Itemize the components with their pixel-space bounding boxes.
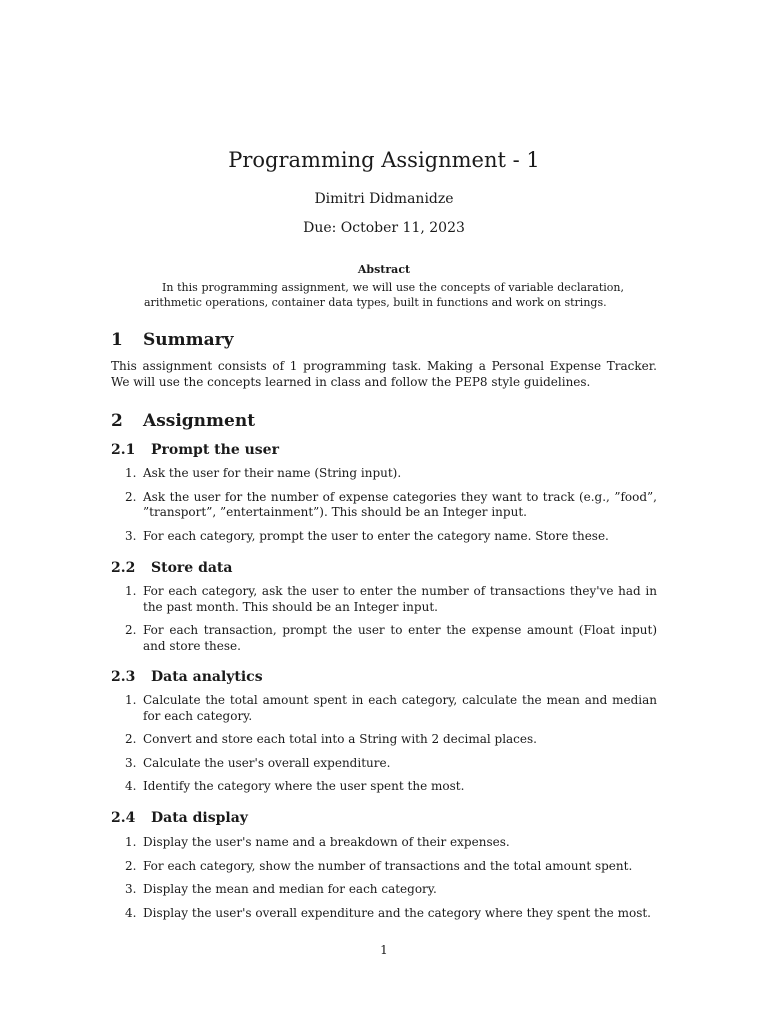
list-marker: 2. — [125, 732, 137, 746]
list-item-text: Ask the user for the number of expense categories they want to track (e.g., ”food”, ”transport”, ”entertainment”). This should be an Integer input. — [143, 489, 657, 519]
list-item — [111, 835, 657, 851]
list-marker: 4. — [125, 779, 137, 793]
subsection-number: 2.1 — [111, 442, 136, 458]
list-item-text: Display the user's name and a breakdown of their expenses. — [143, 835, 510, 849]
section-summary-heading — [111, 328, 233, 352]
list-marker: 1. — [125, 835, 137, 849]
list-item — [111, 859, 657, 875]
list-item — [111, 623, 657, 654]
list-marker: 3. — [125, 755, 137, 770]
list-marker: 1. — [125, 466, 137, 480]
list-item — [111, 584, 657, 615]
subsection-number: 2.4 — [111, 810, 136, 826]
section-title: Summary — [143, 330, 234, 350]
due-date: Due: October 11, 2023 — [303, 220, 465, 236]
abstract-text: In this programming assignment, we will use the concepts of variable declaration, arithmetic operations, container data types, built in functions and work on strings. — [144, 281, 624, 309]
list-item-text: For each category, prompt the user to enter the category name. Store these. — [143, 528, 609, 543]
list-item-text: Calculate the user's overall expenditure. — [143, 755, 391, 770]
list-item — [111, 490, 657, 521]
list-marker: 1. — [125, 584, 137, 598]
list-item-text: Ask the user for their name (String input). — [143, 466, 402, 480]
list-item-text: Convert and store each total into a String with 2 decimal places. — [143, 732, 537, 746]
section-number: 2 — [111, 411, 123, 431]
section-number: 1 — [111, 330, 123, 350]
list-marker: 3. — [125, 528, 137, 543]
store-data-list — [111, 584, 657, 662]
prompt-user-list — [111, 466, 657, 552]
list-marker: 3. — [125, 882, 137, 896]
data-display-list — [111, 835, 657, 929]
subsection-title: Prompt the user — [151, 442, 279, 458]
list-marker: 2. — [125, 623, 137, 637]
list-item — [111, 882, 657, 898]
list-item — [111, 756, 657, 772]
list-item-text: Display the mean and median for each category. — [143, 882, 437, 896]
subsection-data-display-heading — [111, 808, 248, 828]
document-title: Programming Assignment - 1 — [228, 148, 540, 172]
data-analytics-list — [111, 693, 657, 803]
list-item — [111, 466, 657, 482]
subsection-title: Store data — [151, 560, 233, 576]
subsection-title: Data display — [151, 810, 248, 826]
list-item — [111, 906, 657, 922]
subsection-title: Data analytics — [151, 669, 263, 685]
list-item-text: For each category, ask the user to enter the number of transactions they've had in the past month. This should be an Integer input. — [143, 584, 657, 614]
author-name: Dimitri Didmanidze — [314, 191, 454, 207]
list-item-text: For each category, show the number of transactions and the total amount spent. — [143, 858, 633, 873]
list-item-text: Display the user's overall expenditure and the category where they spent the most. — [143, 905, 651, 920]
section-assignment-heading — [111, 409, 255, 433]
summary-paragraph: This assignment consists of 1 programming task. Making a Personal Expense Tracker. We will use the concepts learned in class and follow the PEP8 style guidelines. — [111, 359, 657, 389]
subsection-store-data-heading — [111, 558, 232, 578]
list-item — [111, 693, 657, 724]
abstract-heading: Abstract — [357, 263, 411, 276]
subsection-number: 2.3 — [111, 669, 136, 685]
list-item — [111, 732, 657, 748]
subsection-data-analytics-heading — [111, 667, 263, 687]
page-number: 1 — [380, 943, 388, 957]
list-marker: 4. — [125, 905, 137, 920]
list-item-text: Calculate the total amount spent in each category, calculate the mean and median for each category. — [143, 693, 657, 723]
list-item-text: Identify the category where the user spent the most. — [143, 779, 465, 793]
subsection-prompt-user-heading — [111, 440, 279, 460]
subsection-number: 2.2 — [111, 560, 136, 576]
list-marker: 2. — [125, 489, 137, 504]
list-item-text: For each transaction, prompt the user to enter the expense amount (Float input) and store these. — [143, 623, 657, 653]
list-marker: 1. — [125, 693, 137, 707]
list-marker: 2. — [125, 858, 137, 873]
section-title: Assignment — [143, 411, 256, 431]
list-item — [111, 529, 657, 545]
list-item — [111, 779, 657, 795]
